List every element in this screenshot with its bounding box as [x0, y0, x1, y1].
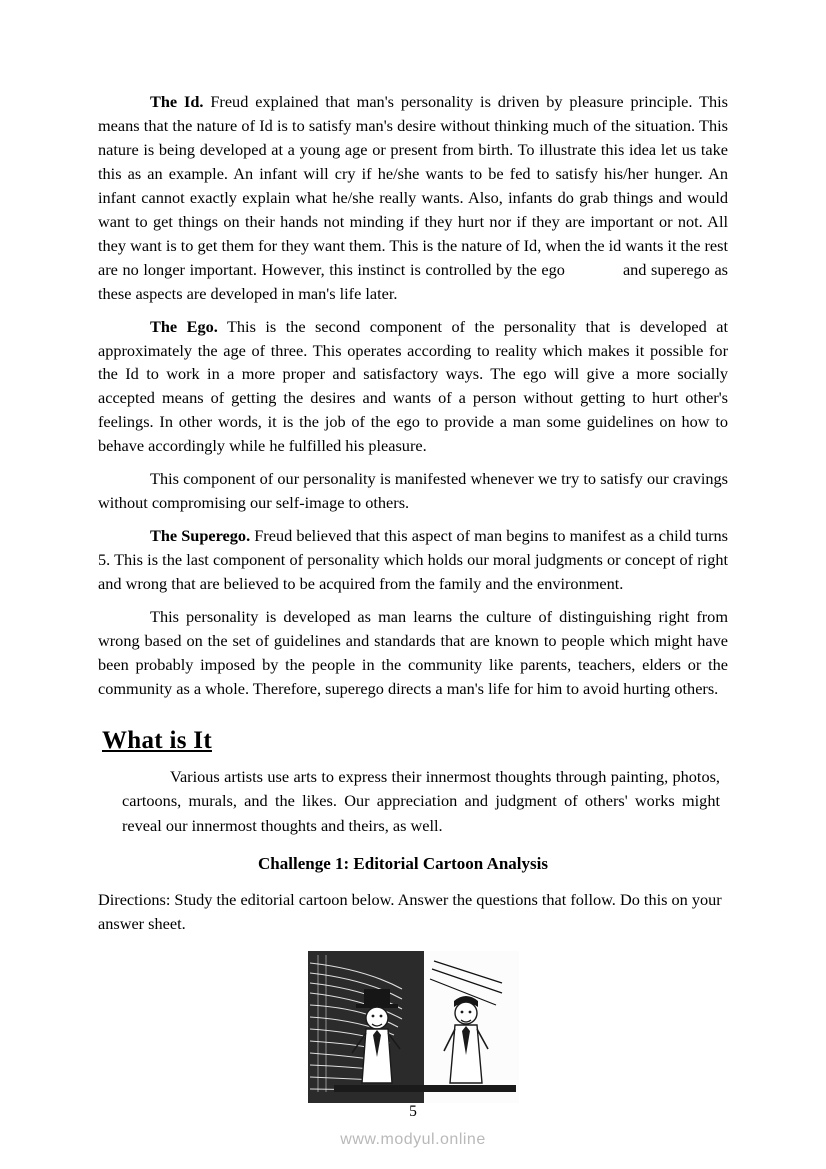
paragraph-ego-manifestation: [98, 467, 728, 515]
page-number: 5: [409, 1103, 417, 1120]
section-body-text: Various artists use arts to express their innermost thoughts through painting, photos, cartoons, murals, and the likes. Our appreciation and judgment of others' works might reveal our innermost thoughts and theirs, as well.: [122, 766, 720, 835]
paragraph-text: This personality is developed as man learns the culture of distinguishing right from wrong based on the set of guidelines and standards that are known to people which might have been probably imposed by the people in the community like parents, teachers, elders or the community as a whole. Therefore, superego directs a man's life for him to avoid hurting others.: [98, 607, 728, 698]
paragraph-the-id: [98, 90, 728, 306]
paragraph-text: Freud explained that man's personality is driven by pleasure principle. This means that the nature of Id is to satisfy man's desire without thinking much of the situation. This nature is being developed at a young age or present from birth. To illustrate this idea let us take this as an example. An infant will cry if he/she wants to be fed to satisfy his/her hunger. An infant cannot exactly explain what he/she really wants. Also, infants do grab things and would want to get things on their hands not minding if they hurt nor if they are important or not. All they want is to get them for they want them. This is the nature of Id, when the id wants it the rest are no longer important. However, this instinct is controlled by the ego: [98, 92, 729, 279]
paragraph-text-tail: and superego as these aspects are developed in man's life later.: [98, 259, 729, 303]
paragraph-superego-development: [98, 605, 728, 701]
challenge-title: Challenge 1: Editorial Cartoon Analysis: [258, 854, 548, 874]
directions-text: Directions: Study the editorial cartoon below. Answer the questions that follow. Do this on your answer sheet.: [98, 890, 722, 933]
paragraph-lead-label: The Ego.: [150, 316, 218, 336]
watermark-text: www.modyul.online: [340, 1131, 486, 1148]
paragraph-text: Freud believed that this aspect of man begins to manifest as a child turns 5. This is the last component of personality which holds our moral judgments or concept of right and wrong that are believed to be acquired from the family and the environment.: [98, 526, 728, 594]
section-heading-what-is-it: What is It: [102, 726, 212, 754]
paragraph-lead-label: The Superego.: [150, 526, 251, 546]
paragraph-the-ego: [98, 315, 728, 459]
editorial-cartoon-figure: [98, 949, 728, 1112]
paragraph-lead-label: The Id.: [150, 92, 204, 111]
paragraph-the-superego: [98, 524, 728, 596]
editorial-cartoon-image: [306, 949, 521, 1112]
paragraph-text: This is the second component of the personality that is developed at approximately the age of three. This operates according to reality which makes it possible for the Id to work in a more proper and satisfactory ways. The ego will give a more socially accepted means of getting the desires and wants of a person without getting to hurt other's feelings. In other words, it is the job of the ego to provide a man some guidelines on how to behave accordingly while he fulfilled his pleasure.: [98, 316, 728, 456]
paragraph-text: This component of our personality is manifested whenever we try to satisfy our cravings without compromising our self-image to others.: [98, 469, 728, 513]
